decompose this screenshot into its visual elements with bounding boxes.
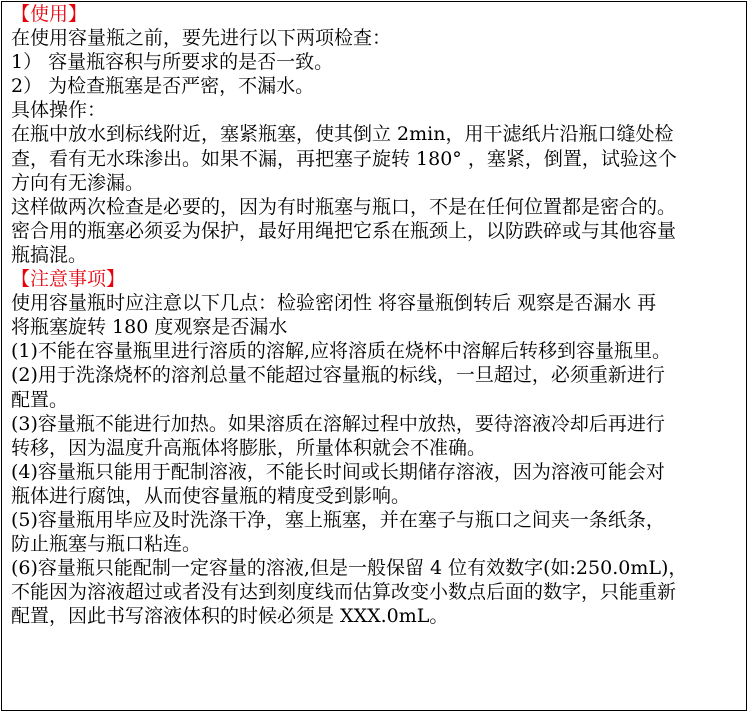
text-line: (6)容量瓶只能配制一定容量的溶液,但是一般保留 4 位有效数字(如:250.0mL)， bbox=[11, 557, 688, 580]
text-line: 瓶体进行腐蚀，从而使容量瓶的精度受到影响。 bbox=[11, 484, 411, 507]
text-line: 配置。 bbox=[11, 388, 69, 411]
document-box bbox=[1, 1, 747, 711]
text-line: 查，看有无水珠渗出。如果不漏，再把塞子旋转 180° ，塞紧，倒置，试验这个 bbox=[11, 147, 677, 170]
text-line: 使用容量瓶时应注意以下几点：检验密闭性 将容量瓶倒转后 观察是否漏水 再 bbox=[11, 292, 657, 315]
text-line: 转移，因为温度升高瓶体将膨胀，所量体积就会不准确。 bbox=[11, 436, 487, 459]
text-line: 方向有无渗漏。 bbox=[11, 171, 145, 194]
text-line: (1)不能在容量瓶里进行溶质的溶解,应将溶质在烧杯中溶解后转移到容量瓶里。 bbox=[11, 340, 671, 363]
text-line: 在瓶中放水到标线附近，塞紧瓶塞，使其倒立 2min，用干滤纸片沿瓶口缝处检 bbox=[11, 123, 674, 146]
section-heading-usage: 【使用】 bbox=[11, 3, 88, 25]
text-line: 2） 为检查瓶塞是否严密，不漏水。 bbox=[11, 75, 315, 98]
text-line: 将瓶塞旋转 180 度观察是否漏水 bbox=[11, 316, 288, 339]
text-line: (4)容量瓶只能用于配制溶液，不能长时间或长期储存溶液，因为溶液可能会对 bbox=[11, 460, 665, 483]
text-line: 密合用的瓶塞必须妥为保护，最好用绳把它系在瓶颈上，以防跌碎或与其他容量 bbox=[11, 219, 677, 242]
section-heading-notes: 【注意事项】 bbox=[11, 268, 126, 291]
text-line: (3)容量瓶不能进行加热。如果溶质在溶解过程中放热，要待溶液冷却后再进行 bbox=[11, 412, 665, 435]
text-line: 不能因为溶液超过或者没有达到刻度线而估算改变小数点后面的数字，只能重新 bbox=[11, 581, 677, 604]
text-line: 这样做两次检查是必要的，因为有时瓶塞与瓶口，不是在任何位置都是密合的。 bbox=[11, 195, 677, 218]
text-line: 瓶搞混。 bbox=[11, 243, 88, 266]
text-line: 在使用容量瓶之前，要先进行以下两项检查： bbox=[11, 27, 392, 50]
text-line: 防止瓶塞与瓶口粘连。 bbox=[11, 533, 202, 556]
text-line: (5)容量瓶用毕应及时洗涤干净，塞上瓶塞，并在塞子与瓶口之间夹一条纸条， bbox=[11, 508, 665, 531]
text-line: 具体操作： bbox=[11, 99, 107, 122]
text-line: 1） 容量瓶容积与所要求的是否一致。 bbox=[11, 51, 334, 74]
text-line: 配置，因此书写溶液体积的时候必须是 XXX.0mL。 bbox=[11, 605, 449, 628]
text-line: (2)用于洗涤烧杯的溶剂总量不能超过容量瓶的标线，一旦超过，必须重新进行 bbox=[11, 364, 665, 387]
